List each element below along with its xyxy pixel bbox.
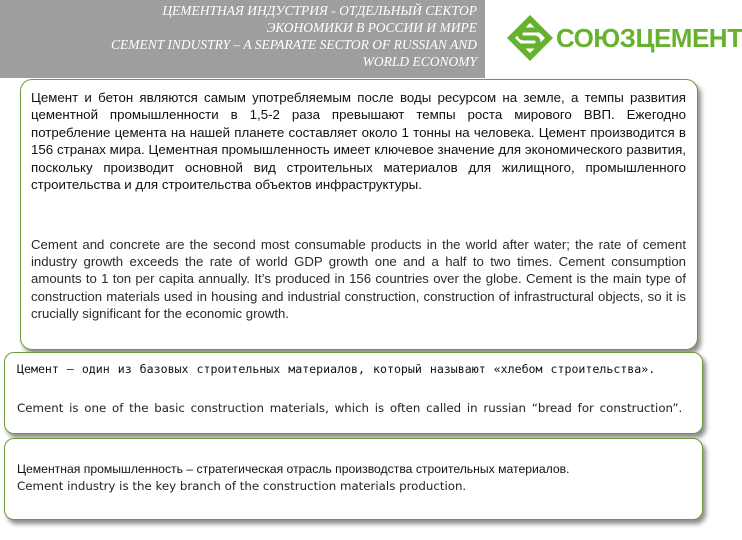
title-line-2: ЭКОНОМИКИ В РОССИИ И МИРЕ <box>266 20 477 35</box>
intro-panel <box>20 79 698 350</box>
title-line-3: CEMENT INDUSTRY – A SEPARATE SECTOR OF RUSSIAN AND <box>110 37 477 52</box>
cement-union-logo-icon <box>506 14 554 62</box>
strategic-text-ru: Цементная промышленность – стратегическая отрасль производства строительных материалов. <box>17 462 570 476</box>
bread-text-en: Cement is one of the basic construction materials, which is often called in russian “bread for construction”. <box>17 401 683 415</box>
strategic-panel <box>4 438 703 520</box>
soyuzcement-logo <box>506 14 742 62</box>
intro-text-en: Cement and concrete are the second most consumable products in the world after water; the rate of cement industry growth exceeds the rate of world GDP growth one and a half to two times. Cement consumption amounts to 1 ton per capita annually. It’s produced in 156 countries over the globe. Cement is the main type of construction materials used in housing and industrial construction, construction of infrastructural objects, so it is crucially significant for the economic growth. <box>31 237 686 321</box>
strategic-text-en: Cement industry is the key branch of the construction materials production. <box>17 479 467 493</box>
page-title <box>7 2 477 70</box>
title-line-1: ЦЕМЕНТНАЯ ИНДУСТРИЯ - ОТДЕЛЬНЫЙ СЕКТОР <box>162 3 477 18</box>
bread-text-ru: Цемент – один из базовых строительных материалов, который называют «хлебом строительства». <box>17 362 656 376</box>
header-band <box>0 0 485 78</box>
intro-text-ru: Цемент и бетон являются самым употребляемым после воды ресурсом на земле, а темпы развития цементной промышленности в 1,5-2 раза превышают темпы роста мирового ВВП. Ежегодно потребление цемента на нашей планете составляет около 1 тонны на человека. Цемент производится в 156 странах мира. Цементная промышленность имеет ключевое значение для экономического развития, поскольку производит основной вид строительных материалов для жилищного, промышленного строительства и для строительства объектов инфраструктуры. <box>31 90 686 193</box>
bread-panel <box>4 352 703 434</box>
title-line-4: WORLD ECONOMY <box>362 54 477 69</box>
logo-text: СОЮЗЦЕМЕНТ <box>556 23 742 53</box>
